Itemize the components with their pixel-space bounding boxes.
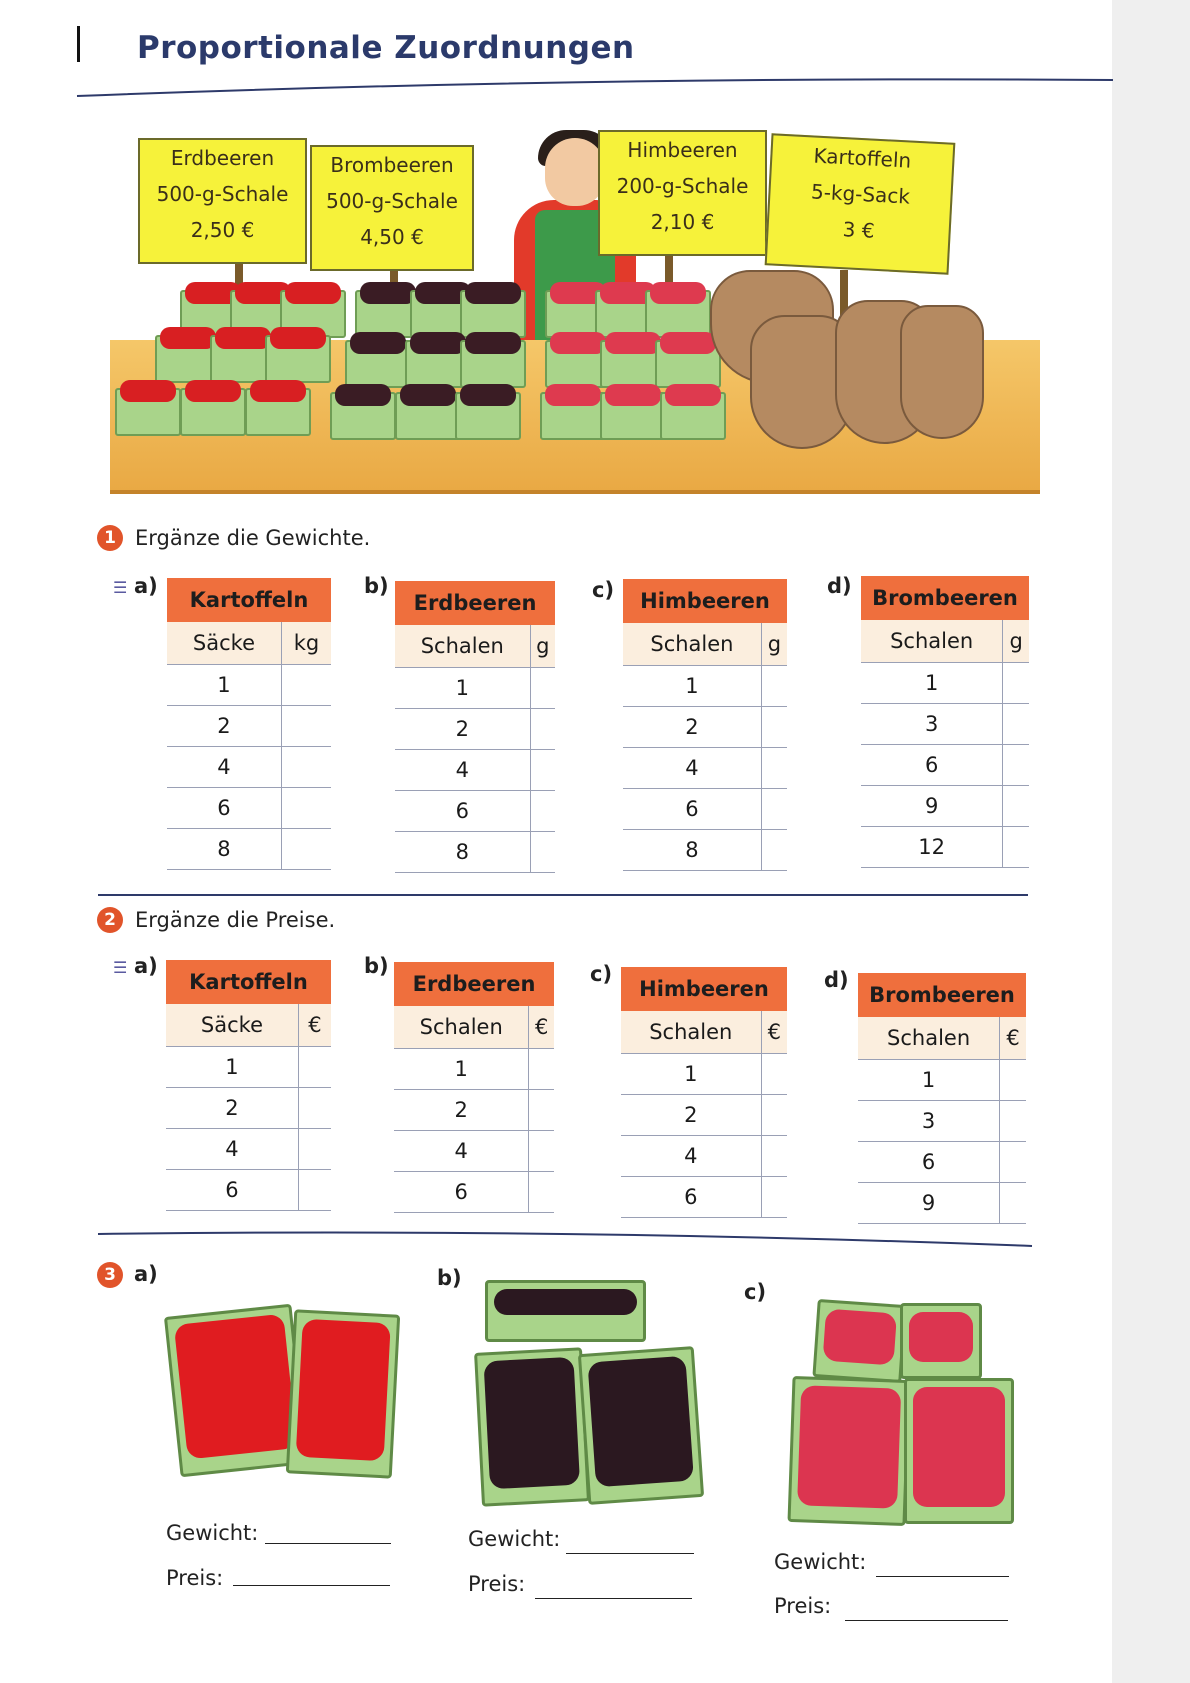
- market-stall-illustration: [110, 130, 1040, 490]
- answer-cell[interactable]: [530, 668, 555, 709]
- table-cell: 2: [167, 706, 281, 747]
- answer-cell[interactable]: [1003, 704, 1029, 745]
- sign-price: 3 €: [842, 217, 876, 243]
- task1-letter-a: a): [134, 574, 158, 598]
- col-header: kg: [281, 622, 331, 665]
- task2-letter-c: c): [590, 962, 613, 986]
- table-cell: 1: [623, 666, 761, 707]
- table-title: Erdbeeren: [395, 581, 555, 625]
- col-header: g: [530, 625, 555, 668]
- weight-answer-line[interactable]: [566, 1553, 694, 1554]
- page-title: Proportionale Zuordnungen: [137, 30, 635, 66]
- price-label: Preis:: [774, 1594, 832, 1618]
- col-header: g: [1003, 620, 1029, 663]
- table-title: Kartoffeln: [166, 960, 331, 1004]
- col-header: Schalen: [623, 623, 761, 666]
- table-title: Erdbeeren: [394, 962, 554, 1006]
- table-cell: 1: [858, 1060, 1000, 1101]
- raspberry-crate: [900, 1303, 982, 1379]
- table-cell: 6: [166, 1170, 298, 1211]
- table-title: Brombeeren: [858, 973, 1026, 1017]
- table-cell: 3: [861, 704, 1003, 745]
- task3-number: 3: [97, 1262, 123, 1288]
- table-cell: 4: [394, 1131, 529, 1172]
- table-cell: 1: [395, 668, 530, 709]
- answer-cell[interactable]: [530, 709, 555, 750]
- table-cell: 6: [861, 745, 1003, 786]
- answer-cell[interactable]: [761, 789, 787, 830]
- table-cell: 8: [167, 829, 281, 870]
- answer-cell[interactable]: [1003, 786, 1029, 827]
- answer-cell[interactable]: [1003, 663, 1029, 704]
- price-answer-line[interactable]: [535, 1598, 692, 1599]
- answer-cell[interactable]: [761, 1095, 787, 1136]
- table-cell: 1: [394, 1049, 529, 1090]
- table-prices-kartoffeln: [166, 960, 331, 1211]
- weight-answer-line[interactable]: [876, 1576, 1009, 1577]
- answer-cell[interactable]: [1003, 827, 1029, 868]
- weight-label: Gewicht:: [468, 1527, 561, 1551]
- price-label: Preis:: [166, 1566, 224, 1590]
- table-cell: 4: [166, 1129, 298, 1170]
- col-header: Schalen: [621, 1011, 761, 1054]
- answer-cell[interactable]: [761, 1177, 787, 1218]
- table-cell: 9: [861, 786, 1003, 827]
- blackberry-crate: [474, 1347, 590, 1506]
- col-header: Säcke: [166, 1004, 298, 1047]
- col-header: Schalen: [394, 1006, 529, 1049]
- answer-cell[interactable]: [529, 1090, 554, 1131]
- task3-letter-c: c): [744, 1280, 767, 1304]
- task1-letter-b: b): [364, 574, 389, 598]
- table-prices-brombeeren: [858, 973, 1026, 1224]
- sign-himbeeren: [598, 130, 767, 256]
- answer-cell[interactable]: [761, 1054, 787, 1095]
- table-cell: 6: [167, 788, 281, 829]
- table-cell: 2: [621, 1095, 761, 1136]
- table-cell: 4: [395, 750, 530, 791]
- blackberry-crate: [485, 1280, 646, 1342]
- table-weights-erdbeeren: [395, 581, 555, 873]
- weight-label: Gewicht:: [774, 1550, 867, 1574]
- answer-cell[interactable]: [529, 1131, 554, 1172]
- table-cell: 12: [861, 827, 1003, 868]
- page-edge: [1112, 0, 1190, 1683]
- table-weights-kartoffeln: [167, 578, 331, 870]
- col-header: €: [529, 1006, 554, 1049]
- answer-cell[interactable]: [761, 707, 787, 748]
- section-divider: [98, 894, 1028, 896]
- task2-letter-b: b): [364, 954, 389, 978]
- col-header: €: [1000, 1017, 1026, 1060]
- table-cell: 2: [394, 1090, 529, 1131]
- answer-cell[interactable]: [281, 706, 331, 747]
- answer-cell[interactable]: [761, 830, 787, 871]
- blackberry-crate: [578, 1346, 704, 1505]
- price-answer-line[interactable]: [233, 1585, 390, 1586]
- raspberry-crate: [787, 1376, 910, 1526]
- ladder-icon: ☰: [113, 958, 128, 977]
- table-cell: 2: [166, 1088, 298, 1129]
- answer-cell[interactable]: [529, 1172, 554, 1213]
- table-cell: 4: [623, 748, 761, 789]
- sign-kartoffeln: [765, 133, 956, 274]
- table-cell: 6: [394, 1172, 529, 1213]
- table-title: Kartoffeln: [167, 578, 331, 622]
- table-cell: 6: [858, 1142, 1000, 1183]
- table-title: Brombeeren: [861, 576, 1029, 620]
- task3-letter-b: b): [437, 1266, 462, 1290]
- answer-cell[interactable]: [298, 1088, 331, 1129]
- table-cell: 2: [623, 707, 761, 748]
- answer-cell[interactable]: [530, 750, 555, 791]
- sign-price: 4,50 €: [360, 225, 424, 249]
- table-prices-himbeeren: [621, 967, 787, 1218]
- answer-cell[interactable]: [1000, 1101, 1026, 1142]
- table-title: Himbeeren: [623, 579, 787, 623]
- answer-cell[interactable]: [1000, 1060, 1026, 1101]
- task1-number: 1: [97, 525, 123, 551]
- task2-number: 2: [97, 907, 123, 933]
- col-header: g: [761, 623, 787, 666]
- col-header: Schalen: [395, 625, 530, 668]
- table-cell: 8: [395, 832, 530, 873]
- raspberry-crate: [812, 1299, 906, 1383]
- answer-cell[interactable]: [281, 788, 331, 829]
- sign-erdbeeren: [138, 138, 307, 264]
- table-cell: 3: [858, 1101, 1000, 1142]
- raspberry-crate: [904, 1378, 1014, 1524]
- sign-product: Brombeeren: [330, 153, 454, 177]
- table-weights-brombeeren: [861, 576, 1029, 868]
- col-header: Schalen: [861, 620, 1003, 663]
- margin-mark: [77, 26, 80, 62]
- answer-cell[interactable]: [281, 829, 331, 870]
- task3-letter-a: a): [134, 1262, 158, 1286]
- answer-cell[interactable]: [281, 665, 331, 706]
- answer-cell[interactable]: [530, 791, 555, 832]
- sign-price: 2,10 €: [650, 210, 715, 234]
- task1-letter-d: d): [827, 574, 852, 598]
- sign-pack: 200-g-Schale: [616, 174, 749, 198]
- col-header: €: [298, 1004, 331, 1047]
- sign-price: 2,50 €: [190, 218, 255, 242]
- sign-product: Erdbeeren: [170, 146, 275, 170]
- strawberry-crate: [286, 1309, 400, 1478]
- price-answer-line[interactable]: [845, 1620, 1008, 1621]
- table-weights-himbeeren: [623, 579, 787, 871]
- answer-cell[interactable]: [1003, 745, 1029, 786]
- sign-pack: 500-g-Schale: [156, 182, 289, 206]
- title-underline: [75, 72, 1115, 102]
- table-cell: 1: [621, 1054, 761, 1095]
- table-prices-erdbeeren: [394, 962, 554, 1213]
- table-cell: 9: [858, 1183, 1000, 1224]
- sign-pack: 500-g-Schale: [326, 189, 458, 213]
- answer-cell[interactable]: [298, 1129, 331, 1170]
- table-cell: 8: [623, 830, 761, 871]
- table-cell: 6: [621, 1177, 761, 1218]
- table-cell: 1: [166, 1047, 298, 1088]
- col-header: €: [761, 1011, 787, 1054]
- col-header: Säcke: [167, 622, 281, 665]
- table-title: Himbeeren: [621, 967, 787, 1011]
- answer-cell[interactable]: [761, 748, 787, 789]
- sign-brombeeren: [310, 145, 474, 271]
- task2-letter-a: a): [134, 954, 158, 978]
- section-divider: [96, 1226, 1036, 1256]
- answer-cell[interactable]: [298, 1047, 331, 1088]
- answer-cell[interactable]: [298, 1170, 331, 1211]
- sign-product: Kartoffeln: [813, 143, 912, 173]
- table-cell: 4: [621, 1136, 761, 1177]
- table-cell: 4: [167, 747, 281, 788]
- answer-cell[interactable]: [1000, 1183, 1026, 1224]
- table-cell: 1: [167, 665, 281, 706]
- answer-cell[interactable]: [1000, 1142, 1026, 1183]
- table-cell: 2: [395, 709, 530, 750]
- table-cell: 6: [395, 791, 530, 832]
- task1-prompt: Ergänze die Gewichte.: [135, 526, 371, 550]
- answer-cell[interactable]: [281, 747, 331, 788]
- task1-letter-c: c): [592, 578, 615, 602]
- col-header: Schalen: [858, 1017, 1000, 1060]
- table-cell: 6: [623, 789, 761, 830]
- price-label: Preis:: [468, 1572, 526, 1596]
- task2-prompt: Ergänze die Preise.: [135, 908, 336, 932]
- sign-product: Himbeeren: [627, 138, 738, 162]
- answer-cell[interactable]: [530, 832, 555, 873]
- ladder-icon: ☰: [113, 578, 128, 597]
- table-cell: 1: [861, 663, 1003, 704]
- answer-cell[interactable]: [529, 1049, 554, 1090]
- weight-answer-line[interactable]: [265, 1543, 391, 1544]
- answer-cell[interactable]: [761, 666, 787, 707]
- task2-letter-d: d): [824, 968, 849, 992]
- sign-pack: 5-kg-Sack: [810, 179, 911, 209]
- answer-cell[interactable]: [761, 1136, 787, 1177]
- weight-label: Gewicht:: [166, 1521, 259, 1545]
